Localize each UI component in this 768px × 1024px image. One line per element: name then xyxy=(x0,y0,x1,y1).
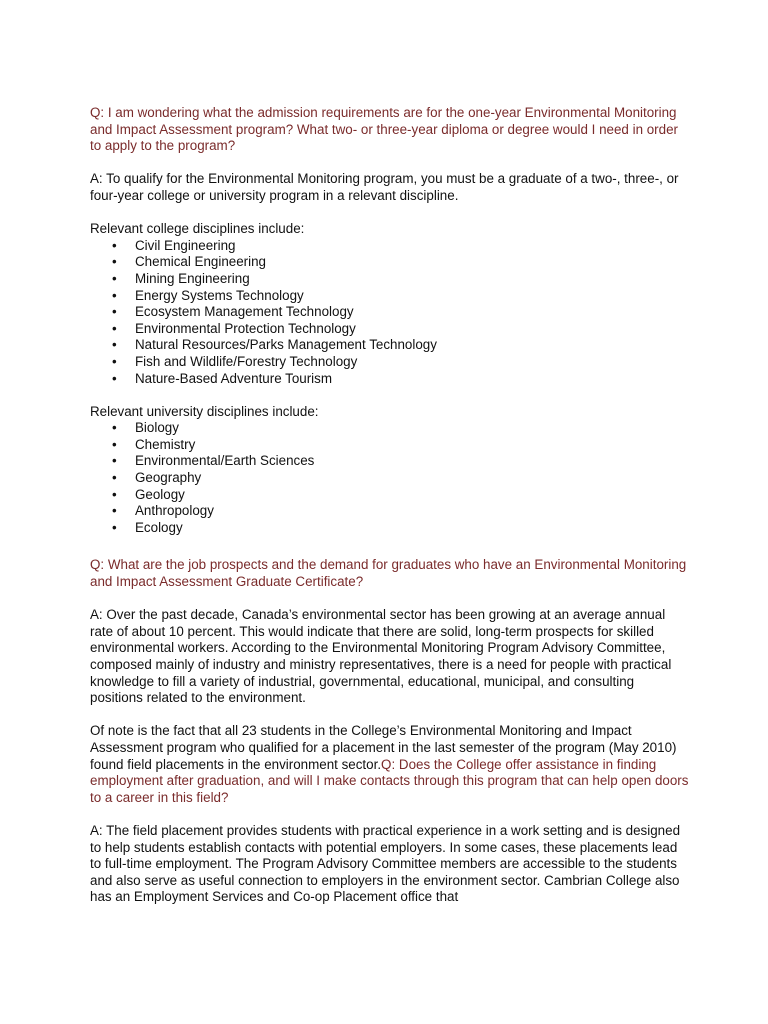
list-item: • Environmental Protection Technology xyxy=(90,321,690,338)
spacer xyxy=(90,536,690,557)
list-item: • Geography xyxy=(90,470,690,487)
spacer xyxy=(90,205,690,222)
list-item: • Energy Systems Technology xyxy=(90,288,690,305)
answer-admission: A: To qualify for the Environmental Monitoring program, you must be a graduate of a two-, three-, or four-year college or university program in a relevant discipline. xyxy=(90,171,679,203)
document-page xyxy=(90,105,690,906)
university-disciplines-list xyxy=(90,420,690,536)
list-item: • Chemistry xyxy=(90,437,690,454)
spacer xyxy=(90,155,690,172)
list-item: • Biology xyxy=(90,420,690,437)
list-item: • Fish and Wildlife/Forestry Technology xyxy=(90,354,690,371)
list-item: • Civil Engineering xyxy=(90,238,690,255)
spacer xyxy=(90,806,690,823)
question-job-prospects: Q: What are the job prospects and the demand for graduates who have an Environmental Monitoring and Impact Assessment Graduate Certificate? xyxy=(90,557,687,590)
list-item: • Anthropology xyxy=(90,503,690,520)
list-item: • Ecology xyxy=(90,520,690,537)
placement-note-text: Of note is the fact that all 23 students in the College’s Environmental Monitoring and Impact Assessment program who qualified for a placement in the last semester of the program (May 2010) found field placements in the environment sector. xyxy=(90,723,677,772)
spacer xyxy=(90,707,690,724)
list-item: • Geology xyxy=(90,487,690,504)
list-item: • Chemical Engineering xyxy=(90,254,690,271)
list-item: • Ecosystem Management Technology xyxy=(90,304,690,321)
answer-employment-assistance: A: The field placement provides students with practical experience in a work setting and is designed to help students establish contacts with potential employers. In some cases, these placements lead to full-time employment. The Program Advisory Committee members are accessible to the students and also serve as useful connection to employers in the environment sector. Cambrian College also has an Employment Services and Co-op Placement office that xyxy=(90,822,681,905)
list-item: • Mining Engineering xyxy=(90,271,690,288)
answer-job-prospects: A: Over the past decade, Canada’s environmental sector has been growing at an average annual rate of about 10 percent. This would indicate that there are solid, long-term prospects for skilled environmental workers. According to the Environmental Monitoring Program Advisory Committee, composed mainly of industry and ministry representatives, there is a need for people with practical knowledge to fill a variety of industrial, governmental, educational, municipal, and consulting positions related to the environment. xyxy=(90,607,672,706)
spacer xyxy=(90,387,690,404)
question-admission: Q: I am wondering what the admission requirements are for the one-year Environmental Monitoring and Impact Assessment program? What two- or three-year diploma or degree would I need in order to apply to the program? xyxy=(90,105,678,154)
college-disciplines-list xyxy=(90,238,690,387)
list-item: • Nature-Based Adventure Tourism xyxy=(90,371,690,388)
spacer xyxy=(90,591,690,608)
college-disciplines-heading: Relevant college disciplines include: xyxy=(90,221,305,237)
university-disciplines-heading: Relevant university disciplines include: xyxy=(90,403,319,419)
placement-note-paragraph xyxy=(90,723,690,806)
list-item: • Natural Resources/Parks Management Technology xyxy=(90,337,690,354)
list-item: • Environmental/Earth Sciences xyxy=(90,453,690,470)
question-employment-assistance: Q: Does the College offer assistance in finding employment after graduation, and will I make contacts through this program that can help open doors to a career in this field? xyxy=(90,756,689,805)
